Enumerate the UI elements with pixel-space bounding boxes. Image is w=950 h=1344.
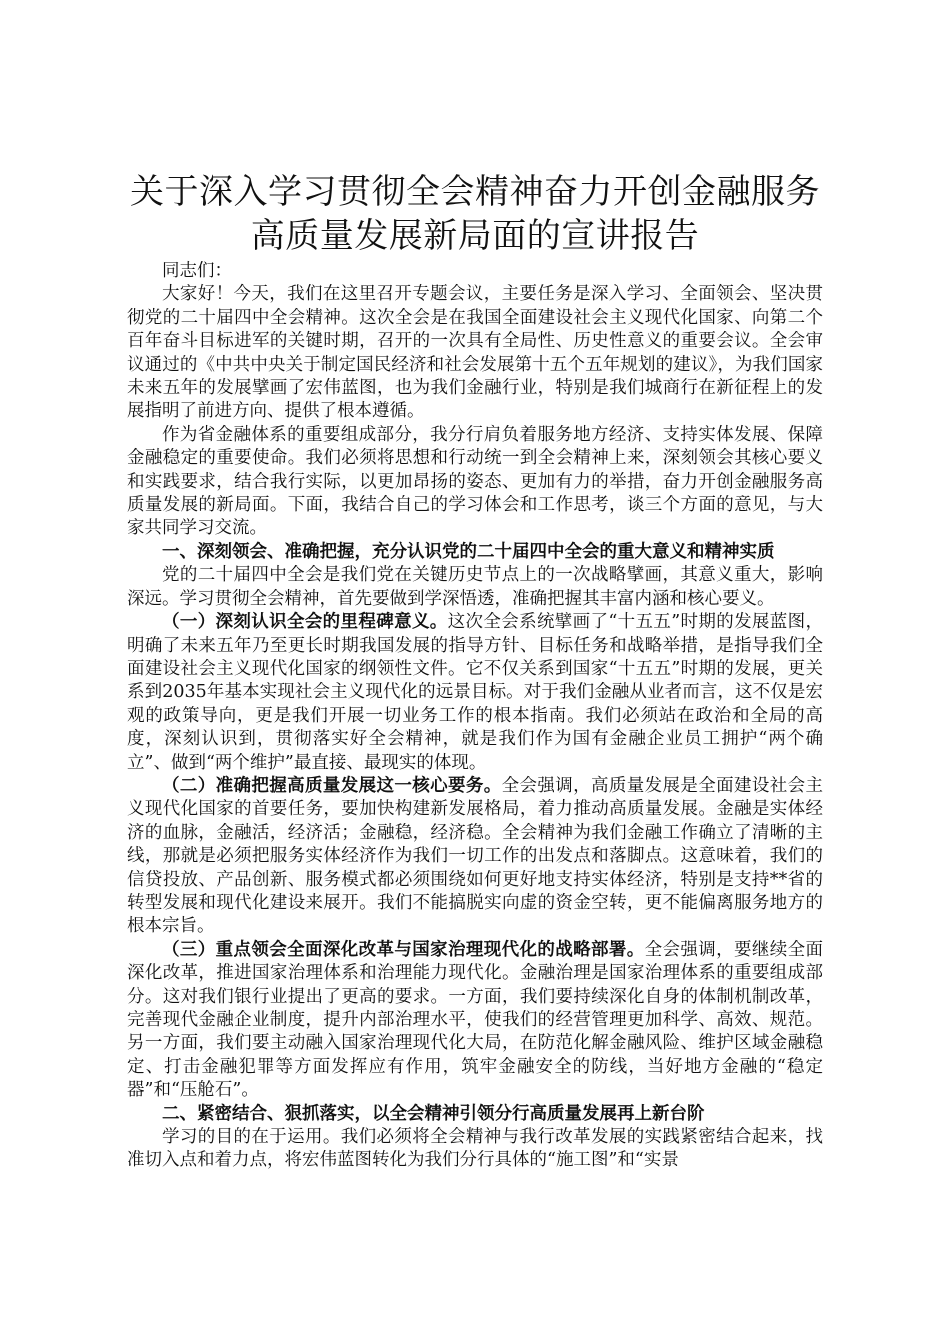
paragraph-section-2-intro: 学习的目的在于运用。我们必须将全会精神与我行改革发展的实践紧密结合起来，找准切入点和着力点，将宏伟蓝图转化为我们分行具体的“施工图”和“实景 xyxy=(127,1127,823,1171)
subsection-1 xyxy=(127,611,823,775)
section-heading-2: 二、紧密结合、狠抓落实，以全会精神引领分行高质量发展再上新台阶 xyxy=(162,1103,705,1124)
subsection-2 xyxy=(127,775,823,939)
subsection-1-body: 这次全会系统擘画了“十五五”时期的发展蓝图，明确了未来五年乃至更长时期我国发展的指导方针、目标任务和战略举措，是指导我们全面建设社会主义现代化国家的纲领性文件。它不仅关系到国家“十五五”时期的发展，更关系到2035年基本实现社会主义现代化的远景目标。对于我们金融从业者而言，这不仅是宏观的政策导向，更是我们开展一切业务工作的根本指南。我们必须站在政治和全局的高度，深刻认识到，贯彻落实好全会精神，就是我们作为国有金融企业员工拥护“两个确立”、做到“两个维护”最直接、最现实的体现。 xyxy=(127,612,823,773)
paragraph-section-1-intro: 党的二十届四中全会是我们党在关键历史节点上的一次战略擘画，其意义重大，影响深远。学习贯彻全会精神，首先要做到学深悟透，准确把握其丰富内涵和核心要义。 xyxy=(127,565,823,609)
subsection-2-title: （二）准确把握高质量发展这一核心要务。 xyxy=(162,775,502,796)
subsection-3 xyxy=(127,939,823,1103)
document-page xyxy=(127,170,823,1173)
paragraph-opening: 大家好！今天，我们在这里召开专题会议，主要任务是深入学习、全面领会、坚决贯彻党的二十届四中全会精神。这次全会是在我国全面建设社会主义现代化国家、向第二个百年奋斗目标进军的关键时期，召开的一次具有全局性、历史性意义的重要会议。全会审议通过的《中共中央关于制定国民经济和社会发展第十五个五年规划的建议》，为我们国家未来五年的发展擘画了宏伟蓝图，也为我们金融行业，特别是我们城商行在新征程上的发展指明了前进方向、提供了根本遵循。 xyxy=(127,284,823,422)
salutation: 同志们： xyxy=(162,261,232,281)
title-line-1: 关于深入学习贯彻全会精神奋力开创金融服务 xyxy=(130,172,820,212)
document-title xyxy=(127,170,823,258)
subsection-2-body: 全会强调，高质量发展是全面建设社会主义现代化国家的首要任务，要加快构建新发展格局，着力推动高质量发展。金融是实体经济的血脉，金融活，经济活；金融稳，经济稳。全会精神为我们金融工作确立了清晰的主线，那就是必须把服务实体经济作为我们一切工作的出发点和落脚点。这意味着，我们的信贷投放、产品创新、服务模式都必须围绕如何更好地支持实体经济，特别是支持**省的转型发展和现代化建设来展开。我们不能搞脱实向虚的资金空转，更不能偏离服务地方的根本宗旨。 xyxy=(127,775,823,937)
subsection-3-title: （三）重点领会全面深化改革与国家治理现代化的战略部署。 xyxy=(162,939,645,960)
title-line-2: 高质量发展新局面的宣讲报告 xyxy=(250,216,700,256)
section-heading-1: 一、深刻领会、准确把握，充分认识党的二十届四中全会的重大意义和精神实质 xyxy=(162,541,775,562)
subsection-3-body: 全会强调，要继续全面深化改革，推进国家治理体系和治理能力现代化。金融治理是国家治理体系的重要组成部分。这对我们银行业提出了更高的要求。一方面，我们要持续深化自身的体制机制改革，完善现代金融企业制度，提升内部治理水平，使我们的经营管理更加科学、高效、规范。另一方面，我们要主动融入国家治理现代化大局，在防范化解金融风险、维护区域金融稳定、打击金融犯罪等方面发挥应有作用，筑牢金融安全的防线，当好地方金融的“稳定器”和“压舱石”。 xyxy=(127,939,823,1101)
paragraph-mission: 作为省金融体系的重要组成部分，我分行肩负着服务地方经济、支持实体发展、保障金融稳定的重要使命。我们必须将思想和行动统一到全会精神上来，深刻领会其核心要义和实践要求，结合我行实际，以更加昂扬的姿态、更加有力的举措，奋力开创金融服务高质量发展的新局面。下面，我结合自己的学习体会和工作思考，谈三个方面的意见，与大家共同学习交流。 xyxy=(127,424,823,539)
subsection-1-title: （一）深刻认识全会的里程碑意义。 xyxy=(162,612,448,633)
